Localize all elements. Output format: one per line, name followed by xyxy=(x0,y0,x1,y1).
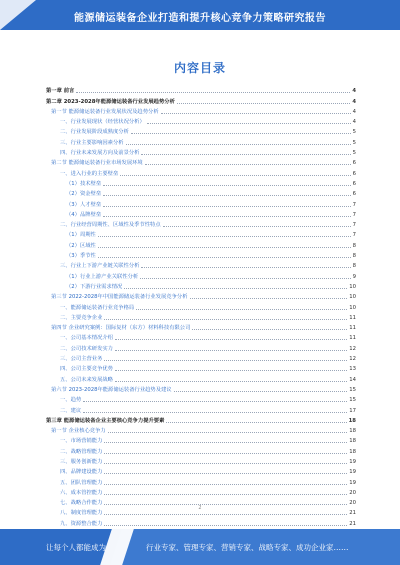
toc-entry[interactable] xyxy=(46,197,356,207)
toc-leader-dots xyxy=(192,329,347,330)
toc-entry[interactable] xyxy=(46,84,356,94)
toc-entry[interactable] xyxy=(46,156,356,166)
toc-entry-label: 第一节 企业核心竞争力 xyxy=(51,428,106,435)
toc-entry-page: 11 xyxy=(349,314,356,321)
toc-leader-dots xyxy=(177,103,350,104)
toc-entry-label: 第一节 能源储运装备行业发展状况及趋势分析 xyxy=(51,108,159,115)
toc-leader-dots xyxy=(147,123,351,124)
toc-entry-page: 20 xyxy=(349,489,356,496)
toc-entry-label: 五、公司未来发展战略 xyxy=(60,376,113,383)
toc-entry-label: 一、进入行业的主要壁垒 xyxy=(60,170,119,177)
toc-entry[interactable] xyxy=(46,146,356,156)
toc-leader-dots xyxy=(103,216,350,217)
toc-entry[interactable] xyxy=(46,290,356,300)
toc-entry-label: 一、能源储运装备行业竞争格局 xyxy=(60,304,135,311)
toc-entry-label: 第一章 前言 xyxy=(46,88,75,95)
toc-entry-label: 二、战略管理能力 xyxy=(60,448,103,455)
toc-leader-dots xyxy=(126,144,351,145)
toc-entry-page: 12 xyxy=(349,345,356,352)
toc-leader-dots xyxy=(103,185,350,186)
toc-entry-page: 19 xyxy=(349,458,356,465)
page-number: 2 xyxy=(198,505,202,511)
toc-leader-dots xyxy=(104,525,347,526)
toc-leader-dots xyxy=(115,339,347,340)
toc-entry-page: 8 xyxy=(352,242,356,249)
toc-entry-page: 4 xyxy=(352,88,356,95)
toc-entry-page: 6 xyxy=(352,160,356,167)
toc-leader-dots xyxy=(104,494,347,495)
toc-entry-label: 四、公司主要竞争优势 xyxy=(60,366,113,373)
toc-entry[interactable] xyxy=(46,403,356,413)
toc-entry-page: 11 xyxy=(349,335,356,342)
toc-leader-dots xyxy=(131,133,351,134)
footer-slogan-right: 行业专家、管理专家、营销专家、战略专家、成功企业家…… xyxy=(146,543,349,552)
toc-entry[interactable] xyxy=(46,228,356,238)
toc-entry[interactable] xyxy=(46,352,356,362)
toc-entry-page: 9 xyxy=(352,273,356,280)
toc-leader-dots xyxy=(83,412,347,413)
toc-entry[interactable] xyxy=(46,331,356,341)
toc-entry[interactable] xyxy=(46,125,356,135)
toc-entry-page: 10 xyxy=(349,304,356,311)
toc-entry[interactable] xyxy=(46,259,356,269)
toc-entry-label: （3）季节性 xyxy=(66,253,96,260)
toc-entry-page: 15 xyxy=(349,397,356,404)
toc-leader-dots xyxy=(104,319,347,320)
toc-entry-page: 7 xyxy=(352,222,356,229)
table-of-contents xyxy=(46,84,356,527)
toc-entry-label: 四、品牌建设能力 xyxy=(60,469,103,476)
toc-entry[interactable] xyxy=(46,238,356,248)
toc-entry-label: 一、趋势 xyxy=(60,397,82,404)
toc-entry-page: 5 xyxy=(352,139,356,146)
toc-entry-page: 7 xyxy=(352,201,356,208)
toc-entry[interactable] xyxy=(46,311,356,321)
toc-entry[interactable] xyxy=(46,208,356,218)
toc-entry-label: 第六节 2023-2028年能源储运装备行业趋势及建议 xyxy=(51,386,172,393)
toc-entry-page: 19 xyxy=(349,479,356,486)
toc-leader-dots xyxy=(140,278,350,279)
toc-leader-dots xyxy=(104,442,347,443)
toc-entry[interactable] xyxy=(46,383,356,393)
header-banner xyxy=(0,0,400,30)
toc-entry-page: 4 xyxy=(352,108,356,115)
toc-entry[interactable] xyxy=(46,166,356,176)
toc-entry[interactable] xyxy=(46,434,356,444)
toc-entry-label: 二、主要竞争企业 xyxy=(60,314,103,321)
toc-leader-dots xyxy=(104,473,347,474)
toc-entry-page: 21 xyxy=(349,510,356,517)
toc-entry[interactable] xyxy=(46,135,356,145)
toc-entry-label: 二、行业经营周期性、区域性及季节性特点 xyxy=(60,222,161,229)
toc-entry-label: 七、战略合作能力 xyxy=(60,500,103,507)
toc-entry-page: 19 xyxy=(349,469,356,476)
report-title: 能源储运装备企业打造和提升核心竞争力策略研究报告 xyxy=(74,13,326,24)
toc-entry-label: 四、行业未来发展方向及前景分析 xyxy=(60,150,140,157)
toc-entry[interactable] xyxy=(46,94,356,104)
toc-entry-label: 三、服务创新能力 xyxy=(60,458,103,465)
toc-entry-page: 20 xyxy=(349,500,356,507)
toc-entry[interactable] xyxy=(46,475,356,485)
toc-leader-dots xyxy=(136,309,347,310)
toc-entry[interactable] xyxy=(46,393,356,403)
toc-entry-page: 5 xyxy=(352,129,356,136)
toc-entry-page: 6 xyxy=(352,180,356,187)
toc-entry-page: 4 xyxy=(352,98,356,105)
toc-entry-page: 7 xyxy=(352,232,356,239)
toc-entry-label: （4）品牌壁垒 xyxy=(66,211,102,218)
toc-leader-dots xyxy=(104,484,347,485)
toc-leader-dots xyxy=(166,422,346,423)
toc-entry-page: 10 xyxy=(349,283,356,290)
toc-entry-page: 8 xyxy=(352,253,356,260)
toc-entry-label: 一、公司基本情况介绍 xyxy=(60,335,113,342)
toc-entry-page: 15 xyxy=(349,386,356,393)
toc-leader-dots xyxy=(115,350,347,351)
toc-entry-label: （1）技术壁垒 xyxy=(66,180,102,187)
toc-entry-page: 17 xyxy=(349,407,356,414)
toc-entry-label: 二、公司技术研发实力 xyxy=(60,345,113,352)
toc-entry-label: 六、成本管控能力 xyxy=(60,489,103,496)
toc-entry-page: 13 xyxy=(349,366,356,373)
toc-entry-page: 4 xyxy=(352,119,356,126)
toc-entry[interactable] xyxy=(46,218,356,228)
toc-entry[interactable] xyxy=(46,177,356,187)
toc-entry-page: 18 xyxy=(349,438,356,445)
toc-entry-page: 6 xyxy=(352,170,356,177)
toc-entry[interactable] xyxy=(46,115,356,125)
toc-entry[interactable] xyxy=(46,362,356,372)
toc-entry-page: 7 xyxy=(352,211,356,218)
toc-entry-label: 二、建议 xyxy=(60,407,82,414)
toc-entry-label: 一、行业发展现状（经营状况分析） xyxy=(60,119,145,126)
toc-entry-page: 18 xyxy=(349,448,356,455)
toc-entry-label: 第二节 能源储运装备行业市场发展环境 xyxy=(51,160,143,167)
toc-entry[interactable] xyxy=(46,465,356,475)
toc-entry[interactable] xyxy=(46,341,356,351)
footer-banner xyxy=(0,529,400,565)
toc-heading: 内容目录 xyxy=(173,61,226,75)
toc-leader-dots xyxy=(104,514,347,515)
toc-entry-label: （2）资金壁垒 xyxy=(66,191,102,198)
toc-entry-page: 14 xyxy=(349,376,356,383)
footer-slogan-left: 让每个人都能成为 xyxy=(46,543,106,552)
toc-entry-page: 12 xyxy=(349,356,356,363)
toc-entry[interactable] xyxy=(46,372,356,382)
toc-entry-label: 三、行业主要影响因素分析 xyxy=(60,139,124,146)
toc-leader-dots xyxy=(98,257,351,258)
toc-leader-dots xyxy=(141,267,350,268)
toc-entry[interactable] xyxy=(46,269,356,279)
toc-entry-label: 一、市场营销能力 xyxy=(60,438,103,445)
toc-entry-page: 10 xyxy=(349,294,356,301)
toc-entry-label: （2）下游行业需求情况 xyxy=(66,283,123,290)
toc-leader-dots xyxy=(104,453,347,454)
toc-leader-dots xyxy=(163,226,351,227)
toc-leader-dots xyxy=(124,288,347,289)
toc-leader-dots xyxy=(174,391,348,392)
toc-entry-label: 三、行业上下游产业链关联性分析 xyxy=(60,263,140,270)
toc-entry-page: 18 xyxy=(348,417,356,424)
toc-leader-dots xyxy=(103,195,350,196)
toc-entry-label: 八、制度管理能力 xyxy=(60,510,103,517)
toc-entry[interactable] xyxy=(46,444,356,454)
toc-entry-page: 11 xyxy=(349,325,356,332)
toc-leader-dots xyxy=(115,370,347,371)
toc-entry-label: 第四节 企业研究案例：国际复材（东方）材料科技有限公司 xyxy=(51,325,191,332)
toc-entry-label: （2）区域性 xyxy=(66,242,96,249)
toc-entry-page: 6 xyxy=(352,191,356,198)
toc-entry[interactable] xyxy=(46,424,356,434)
toc-entry[interactable] xyxy=(46,105,356,115)
toc-leader-dots xyxy=(98,236,351,237)
toc-entry[interactable] xyxy=(46,516,356,526)
toc-entry-label: 三、公司主营业务 xyxy=(60,356,103,363)
toc-leader-dots xyxy=(141,154,350,155)
toc-leader-dots xyxy=(145,164,351,165)
toc-entry[interactable] xyxy=(46,486,356,496)
toc-entry-label: 九、资源整合能力 xyxy=(60,520,103,527)
toc-entry[interactable] xyxy=(46,280,356,290)
toc-entry-label: 第三节 2022-2028年中国能源储运装备行业发展竞争分析 xyxy=(51,294,188,301)
toc-entry-label: （3）人才壁垒 xyxy=(66,201,102,208)
toc-leader-dots xyxy=(108,432,348,433)
toc-entry-label: （1）行业上游产业关联性分析 xyxy=(66,273,139,280)
toc-entry-label: （1）周期性 xyxy=(66,232,96,239)
toc-leader-dots xyxy=(76,92,350,93)
toc-leader-dots xyxy=(104,463,347,464)
toc-entry-page: 5 xyxy=(352,150,356,157)
toc-entry[interactable] xyxy=(46,249,356,259)
toc-entry[interactable] xyxy=(46,321,356,331)
toc-entry-page: 18 xyxy=(349,428,356,435)
toc-leader-dots xyxy=(103,206,350,207)
toc-entry[interactable] xyxy=(46,300,356,310)
toc-leader-dots xyxy=(115,381,347,382)
toc-entry-label: 二、行业发展阶段成熟度分析 xyxy=(60,129,129,136)
toc-entry-page: 8 xyxy=(352,263,356,270)
toc-leader-dots xyxy=(104,360,347,361)
toc-entry[interactable] xyxy=(46,414,356,424)
toc-leader-dots xyxy=(120,175,350,176)
toc-entry-page: 21 xyxy=(349,520,356,527)
toc-leader-dots xyxy=(83,401,347,402)
toc-entry-label: 第三章 能源储运装备企业主要核心竞争力提升要素 xyxy=(46,417,165,424)
toc-entry[interactable] xyxy=(46,455,356,465)
toc-entry-label: 五、团队管理能力 xyxy=(60,479,103,486)
toc-leader-dots xyxy=(98,247,351,248)
toc-leader-dots xyxy=(161,113,351,114)
toc-entry[interactable] xyxy=(46,187,356,197)
toc-entry-label: 第二章 2023-2028年能源储运装备行业发展趋势分析 xyxy=(46,98,175,105)
toc-leader-dots xyxy=(190,298,348,299)
